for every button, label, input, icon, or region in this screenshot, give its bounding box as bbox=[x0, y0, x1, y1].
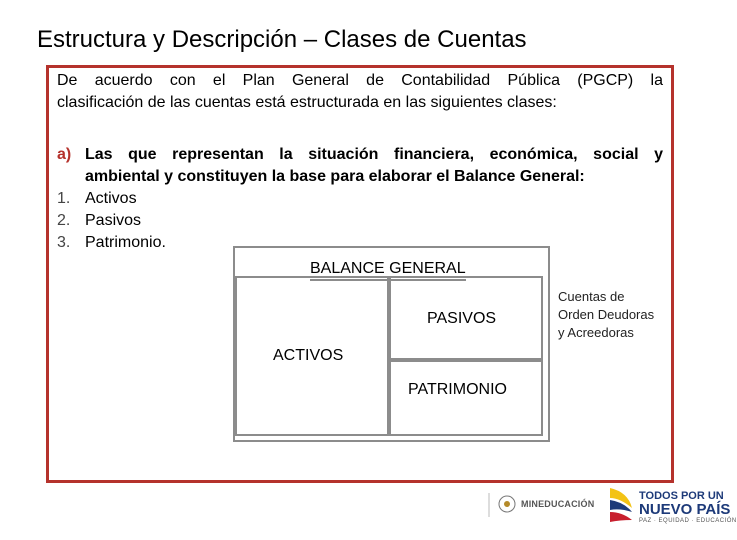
list-item bbox=[57, 210, 663, 232]
list-marker-a: a) bbox=[57, 146, 72, 163]
pasivos-label: PASIVOS bbox=[427, 310, 497, 327]
patrimonio-label: PATRIMONIO bbox=[408, 381, 507, 398]
list-item-a bbox=[57, 144, 663, 188]
list-item-label: Pasivos bbox=[85, 212, 142, 229]
todos-line-3: PAZ · EQUIDAD · EDUCACIÓN bbox=[639, 518, 737, 524]
balance-title: BALANCE GENERAL bbox=[310, 259, 466, 281]
list-item bbox=[57, 188, 663, 210]
intro-paragraph bbox=[57, 70, 663, 114]
orden-note bbox=[558, 288, 654, 342]
todos-line-1: TODOS POR UN bbox=[639, 490, 724, 502]
class-list bbox=[57, 144, 663, 254]
orden-line-3: y Acreedoras bbox=[558, 325, 634, 340]
intro-line-1: De acuerdo con el Plan General de Contabilidad Pública (PGCP) la bbox=[57, 72, 663, 89]
list-marker: 3. bbox=[57, 234, 71, 251]
todos-line-2: NUEVO PAÍS bbox=[639, 501, 731, 518]
list-item-label: Activos bbox=[85, 190, 137, 207]
intro-line-2: clasificación de las cuentas está estructurada en las siguientes clases: bbox=[57, 94, 557, 111]
slide-title: Estructura y Descripción – Clases de Cuentas bbox=[37, 26, 527, 53]
orden-line-2: Orden Deudoras bbox=[558, 307, 655, 322]
list-marker: 1. bbox=[57, 190, 71, 207]
list-item-a-line-2: ambiental y constituyen la base para elaborar el Balance General: bbox=[85, 168, 585, 185]
activos-label: ACTIVOS bbox=[273, 347, 344, 364]
orden-line-1: Cuentas de bbox=[558, 289, 625, 304]
colombia-flag-swoosh-icon bbox=[606, 482, 636, 528]
mineducacion-logo bbox=[484, 490, 594, 520]
list-item-a-line-1: Las que representan la situación financiera, económica, social y bbox=[85, 146, 663, 163]
mineducacion-text: MINEDUCACIÓN bbox=[521, 499, 595, 509]
list-item-label: Patrimonio. bbox=[85, 234, 166, 251]
todos-por-un-nuevo-pais-logo bbox=[606, 482, 737, 530]
list-marker: 2. bbox=[57, 212, 71, 229]
